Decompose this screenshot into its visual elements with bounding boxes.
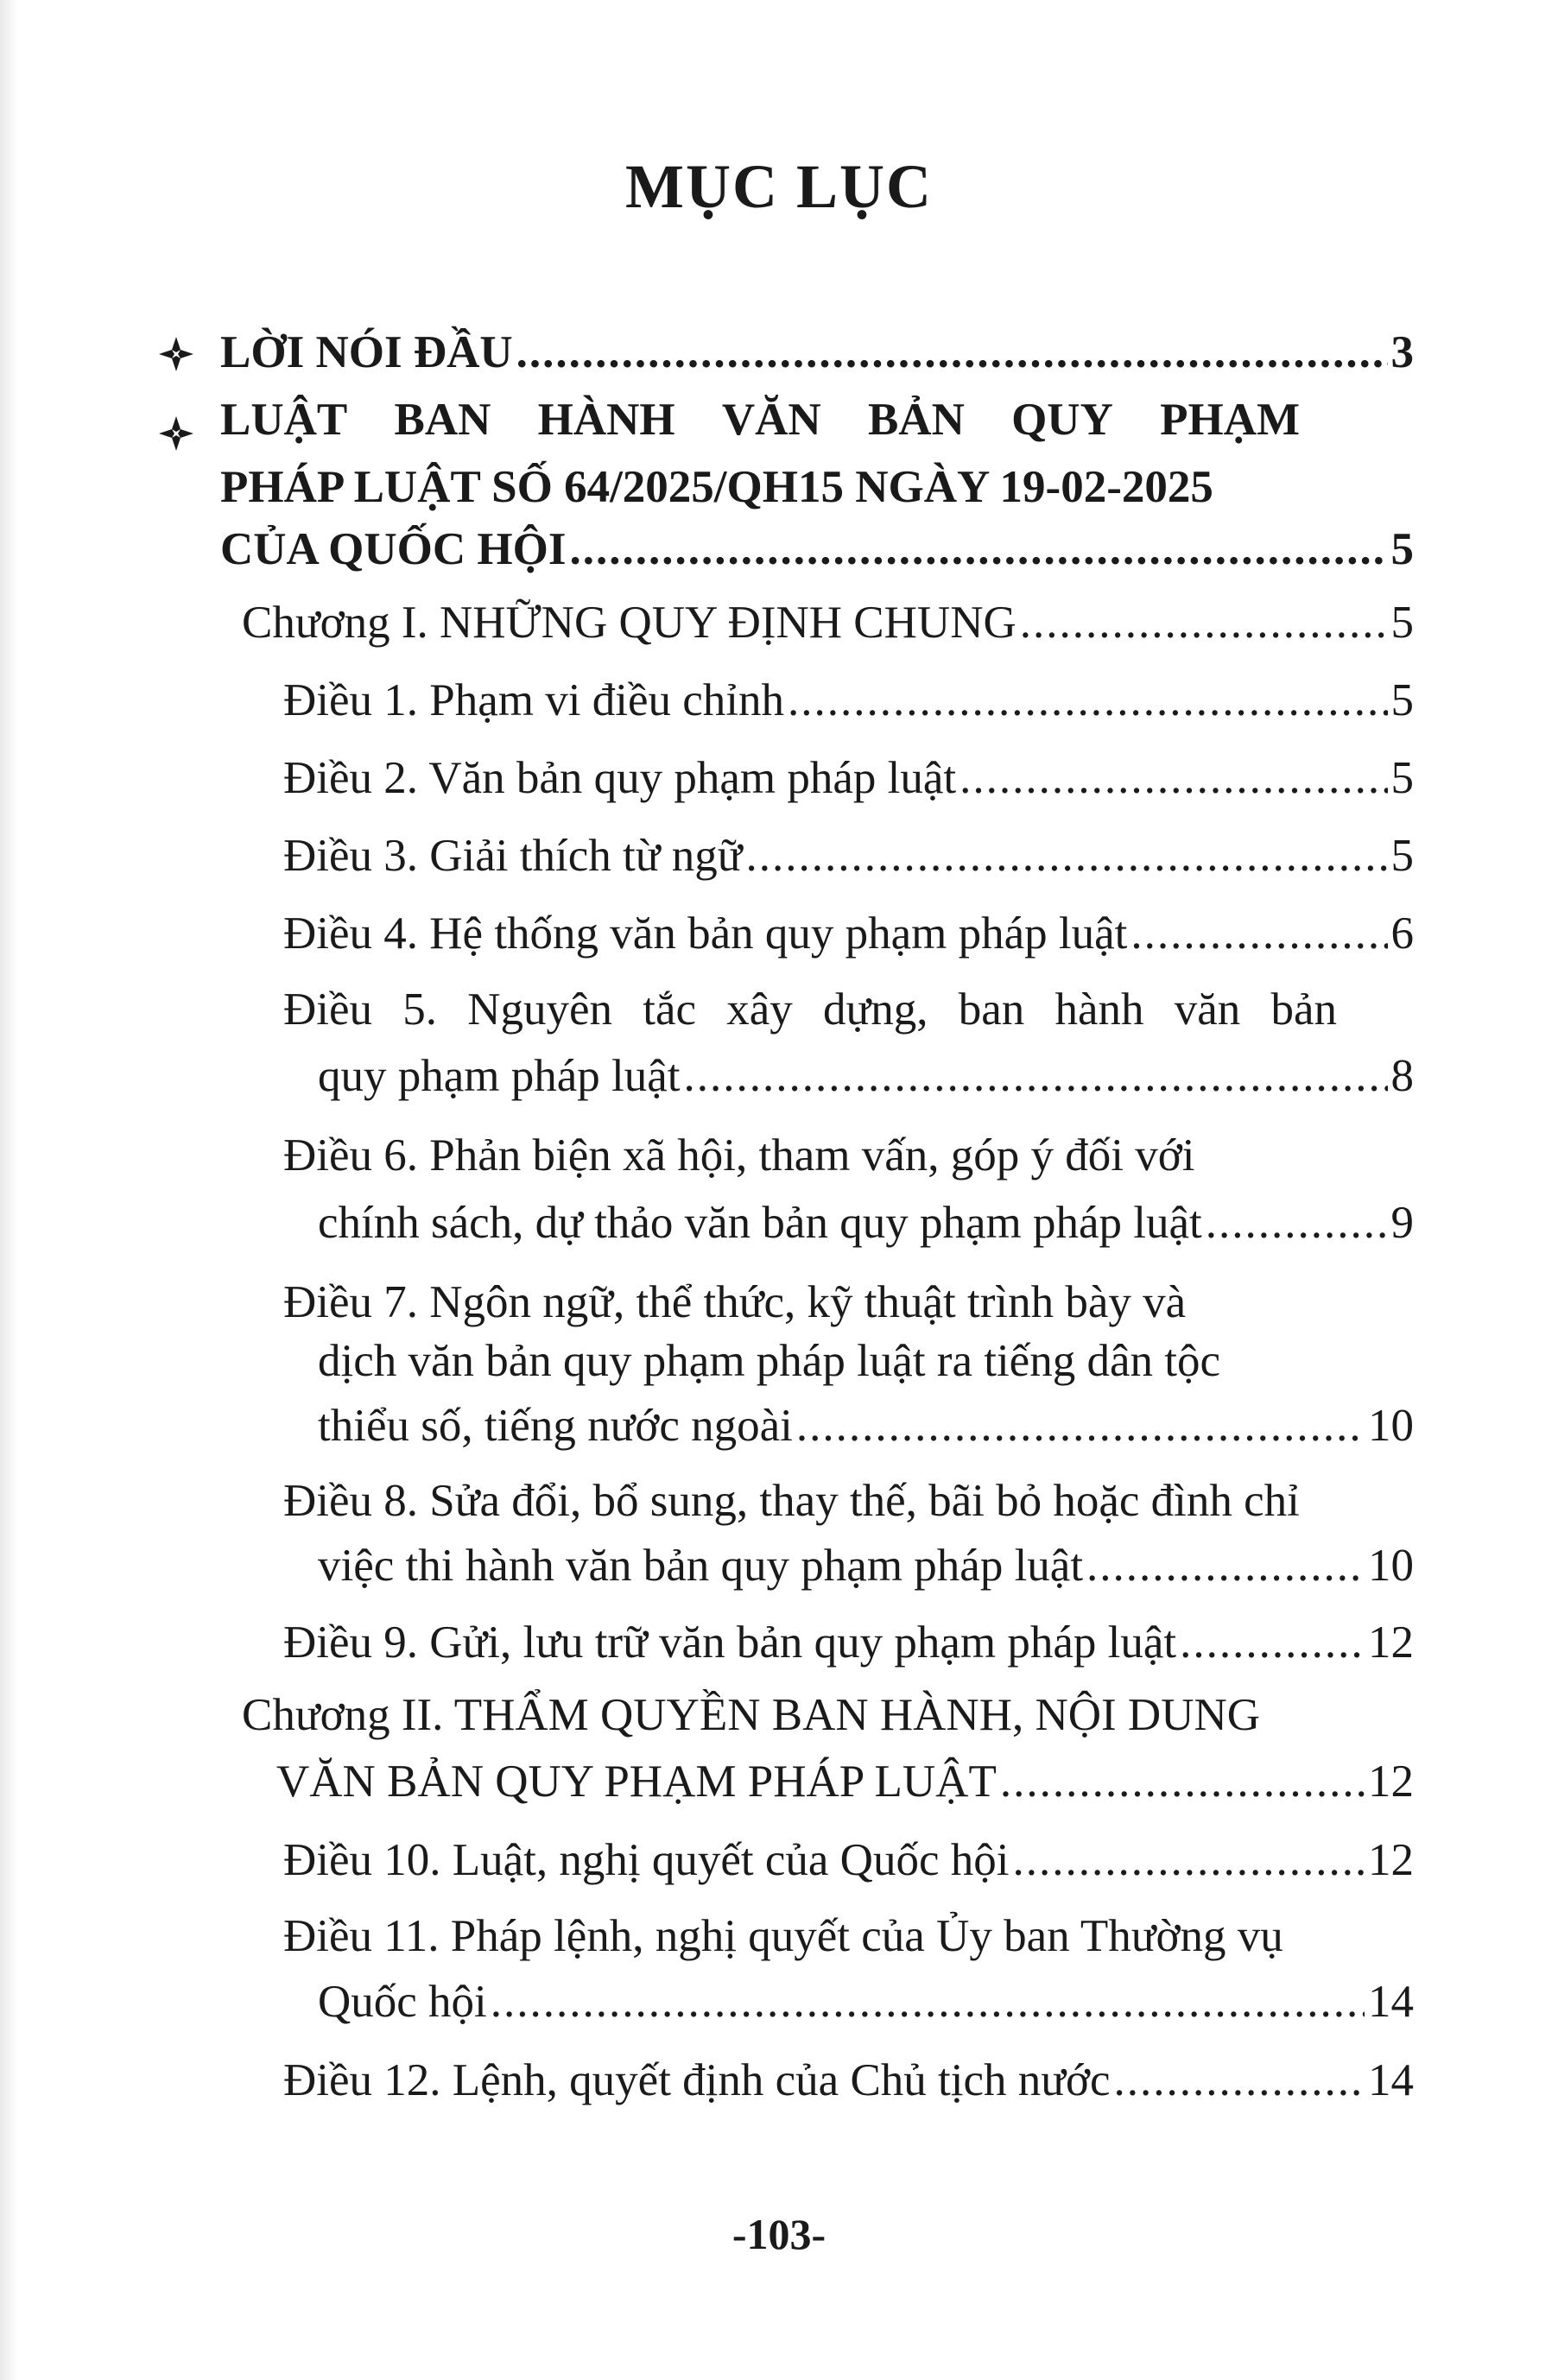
toc-entry-article-10[interactable] <box>283 1835 1414 1885</box>
toc-entry-article-12[interactable] <box>283 2055 1414 2105</box>
toc-entry-label: Chương I. NHỮNG QUY ĐỊNH CHUNG <box>242 598 1016 648</box>
page-edge-shadow <box>0 0 19 2380</box>
toc-word: xây <box>726 984 793 1035</box>
page-number: -103- <box>732 2210 826 2258</box>
dot-leader <box>960 756 1387 801</box>
toc-entry-label: LỜI NÓI ĐẦU <box>220 327 513 377</box>
toc-word: văn <box>1174 984 1241 1035</box>
toc-entry-label: thiểu số, tiếng nước ngoài <box>318 1401 793 1451</box>
dot-leader <box>1206 1200 1388 1246</box>
toc-entry-label: Điều 3. Giải thích từ ngữ <box>283 831 743 881</box>
toc-page-number: 14 <box>1368 2055 1414 2105</box>
toc-entry-label: Quốc hội <box>318 1977 487 2027</box>
toc-page-number: 10 <box>1368 1541 1414 1591</box>
toc-entry-law-line3[interactable] <box>220 524 1414 574</box>
toc-page-number: 10 <box>1368 1401 1414 1451</box>
dot-leader <box>1114 2058 1365 2104</box>
diamond-bullet-icon <box>157 335 195 373</box>
toc-word: HÀNH <box>537 395 675 445</box>
toc-entry-chapter-2-line1[interactable]: Chương II. THẨM QUYỀN BAN HÀNH, NỘI DUNG <box>242 1690 1261 1740</box>
toc-entry-article-7-line3[interactable] <box>318 1403 1414 1449</box>
dot-leader <box>1000 1759 1365 1805</box>
dot-leader <box>684 1054 1388 1099</box>
toc-entry-label: Điều 12. Lệnh, quyết định của Chủ tịch nước <box>283 2055 1111 2105</box>
toc-word: BẢN <box>867 395 965 445</box>
toc-entry-article-11-line1[interactable]: Điều 11. Pháp lệnh, nghị quyết của Ủy ban Thường vụ <box>283 1911 1283 1961</box>
page-title: MỤC LỤC <box>625 152 933 221</box>
toc-entry-label: việc thi hành văn bản quy phạm pháp luật <box>318 1541 1084 1591</box>
toc-entry-article-7-line1[interactable]: Điều 7. Ngôn ngữ, thể thức, kỹ thuật trình bày và <box>283 1277 1187 1327</box>
toc-page-number: 12 <box>1368 1617 1414 1668</box>
toc-page-number: 5 <box>1390 831 1414 881</box>
toc-entry-law-line2[interactable]: PHÁP LUẬT SỐ 64/2025/QH15 NGÀY 19-02-2025 <box>220 462 1213 512</box>
toc-page-number: 5 <box>1390 524 1414 574</box>
dot-leader <box>745 833 1387 879</box>
toc-entry-article-2[interactable] <box>283 753 1414 803</box>
toc-entry-label: Điều 10. Luật, nghị quyết của Quốc hội <box>283 1835 1010 1885</box>
toc-entry-label: CỦA QUỐC HỘI <box>220 524 567 574</box>
toc-page-number: 12 <box>1368 1835 1414 1885</box>
toc-entry-article-9[interactable] <box>283 1617 1414 1668</box>
toc-word: Điều <box>283 984 373 1035</box>
toc-entry-label: Điều 4. Hệ thống văn bản quy phạm pháp luật <box>283 908 1128 959</box>
toc-entry-label <box>220 397 1300 443</box>
dot-leader <box>1020 600 1388 646</box>
dot-leader <box>491 1979 1365 2025</box>
toc-entry-article-3[interactable] <box>283 833 1414 879</box>
toc-word: 5. <box>402 984 437 1035</box>
toc-page-number: 6 <box>1390 908 1414 959</box>
toc-entry-label: Điều 1. Phạm vi điều chỉnh <box>283 675 784 725</box>
toc-word: ban <box>958 984 1025 1035</box>
toc-entry-article-11-line2[interactable] <box>318 1979 1414 2025</box>
toc-entry-article-6-line2[interactable] <box>318 1200 1414 1246</box>
toc-page-number: 5 <box>1390 753 1414 803</box>
toc-entry-article-7-line2[interactable]: dịch văn bản quy phạm pháp luật ra tiếng dân tộc <box>318 1336 1220 1386</box>
diamond-bullet-icon <box>157 415 195 453</box>
toc-entry-preface[interactable] <box>220 327 1414 377</box>
toc-entry-law-line1[interactable] <box>220 397 1300 443</box>
toc-page-number: 5 <box>1390 598 1414 648</box>
toc-page-number: 14 <box>1368 1977 1414 2027</box>
toc-word: PHẠM <box>1160 395 1300 445</box>
toc-page-number: 8 <box>1390 1051 1414 1101</box>
toc-entry-label: Điều 2. Văn bản quy phạm pháp luật <box>283 753 957 803</box>
toc-word: hành <box>1054 984 1144 1035</box>
dot-leader <box>569 527 1387 573</box>
toc-page-number: 5 <box>1390 675 1414 725</box>
toc-entry-label: quy phạm pháp luật <box>318 1051 681 1101</box>
toc-word: dựng, <box>823 984 928 1035</box>
toc-word: LUẬT <box>220 395 348 445</box>
toc-word: bản <box>1270 984 1337 1035</box>
dot-leader <box>1180 1620 1365 1666</box>
dot-leader <box>1012 1838 1365 1883</box>
toc-entry-article-1[interactable] <box>283 675 1414 725</box>
toc-word: QUY <box>1011 395 1113 445</box>
toc-page-number: 9 <box>1390 1198 1414 1248</box>
toc-entry-article-8-line2[interactable] <box>318 1543 1414 1589</box>
toc-word: Nguyên <box>467 984 613 1035</box>
toc-entry-article-4[interactable] <box>283 908 1414 959</box>
toc-entry-label: VĂN BẢN QUY PHẠM PHÁP LUẬT <box>276 1757 997 1807</box>
dot-leader <box>796 1403 1365 1449</box>
toc-entry-article-6-line1[interactable]: Điều 6. Phản biện xã hội, tham vấn, góp ý đối với <box>283 1130 1195 1181</box>
toc-entry-label <box>283 984 1337 1035</box>
toc-word: BAN <box>394 395 491 445</box>
toc-entry-chapter-2-line2[interactable] <box>276 1759 1414 1805</box>
toc-word: VĂN <box>721 395 821 445</box>
toc-entry-label: Điều 9. Gửi, lưu trữ văn bản quy phạm pháp luật <box>283 1617 1177 1668</box>
dot-leader <box>1086 1543 1365 1589</box>
toc-entry-article-5-line1[interactable] <box>283 984 1337 1035</box>
toc-word: tắc <box>643 984 697 1035</box>
toc-page-number: 12 <box>1368 1757 1414 1807</box>
toc-entry-article-8-line1[interactable]: Điều 8. Sửa đổi, bổ sung, thay thế, bãi bỏ hoặc đình chỉ <box>283 1476 1300 1526</box>
dot-leader <box>788 678 1388 724</box>
toc-page-number: 3 <box>1390 327 1414 377</box>
toc-entry-article-5-line2[interactable] <box>318 1051 1414 1101</box>
toc-entry-chapter-1[interactable] <box>242 600 1414 646</box>
dot-leader <box>1130 911 1387 957</box>
dot-leader <box>516 330 1388 376</box>
toc-entry-label: chính sách, dự thảo văn bản quy phạm pháp luật <box>318 1198 1202 1248</box>
